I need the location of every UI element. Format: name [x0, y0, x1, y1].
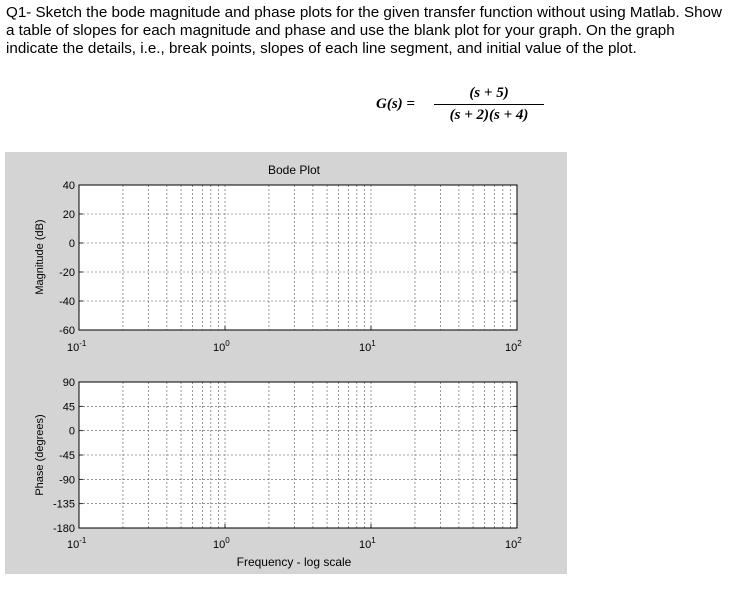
y-tick-label: -90: [59, 474, 75, 487]
y-tick-label: 0: [68, 425, 75, 438]
x-tick-label: $10^1$: [359, 536, 376, 551]
y-tick-label: 0: [68, 238, 75, 250]
x-tick-label: $10^2$: [505, 536, 522, 551]
question-text: Q1- Sketch the bode magnitude and phase plots for the given transfer function without using Matlab. Show a table of slopes for each magnitude and phase and use the blank plot for your graph. On the graph indicate the details, i.e., break points, slopes of each line segment, and initial value of the plot.: [6, 4, 722, 57]
y-tick-label: 45: [62, 401, 75, 414]
magnitude-panel: [34, 180, 522, 354]
x-tick-label: $10^0$: [213, 339, 230, 354]
y-tick-label: 90: [62, 377, 75, 389]
fraction-bar: [434, 104, 544, 105]
y-tick-label: -60: [59, 325, 75, 337]
x-tick-label: $10^{-1}$: [67, 536, 87, 551]
y-tick-label: -45: [59, 450, 75, 462]
y-axis-label: Phase (degrees): [34, 414, 46, 496]
bode-figure: [5, 152, 567, 574]
formula-fraction: [434, 85, 544, 125]
formula-numerator: (s + 5): [469, 85, 509, 101]
x-tick-label: $10^1$: [359, 339, 376, 354]
y-tick-label: 40: [62, 180, 75, 192]
x-tick-label: $10^0$: [213, 536, 230, 551]
plot-title: Bode Plot: [267, 163, 321, 177]
y-axis-label: Magnitude (dB): [34, 219, 46, 295]
y-tick-label: -180: [52, 523, 75, 535]
x-tick-label: $10^2$: [505, 339, 522, 354]
y-tick-label: -135: [52, 498, 75, 511]
y-tick-label: -20: [59, 267, 75, 279]
y-tick-label: 20: [62, 209, 75, 221]
bode-plot-svg: [5, 152, 567, 574]
x-tick-label: $10^{-1}$: [67, 339, 87, 354]
formula-lhs: G(s) =: [376, 96, 415, 112]
phase-panel: [34, 377, 522, 551]
x-axis-label: Frequency - log scale: [236, 555, 352, 569]
y-tick-label: -40: [59, 296, 75, 308]
formula-denominator: (s + 2)(s + 4): [449, 107, 529, 123]
plot-area: [79, 185, 517, 330]
